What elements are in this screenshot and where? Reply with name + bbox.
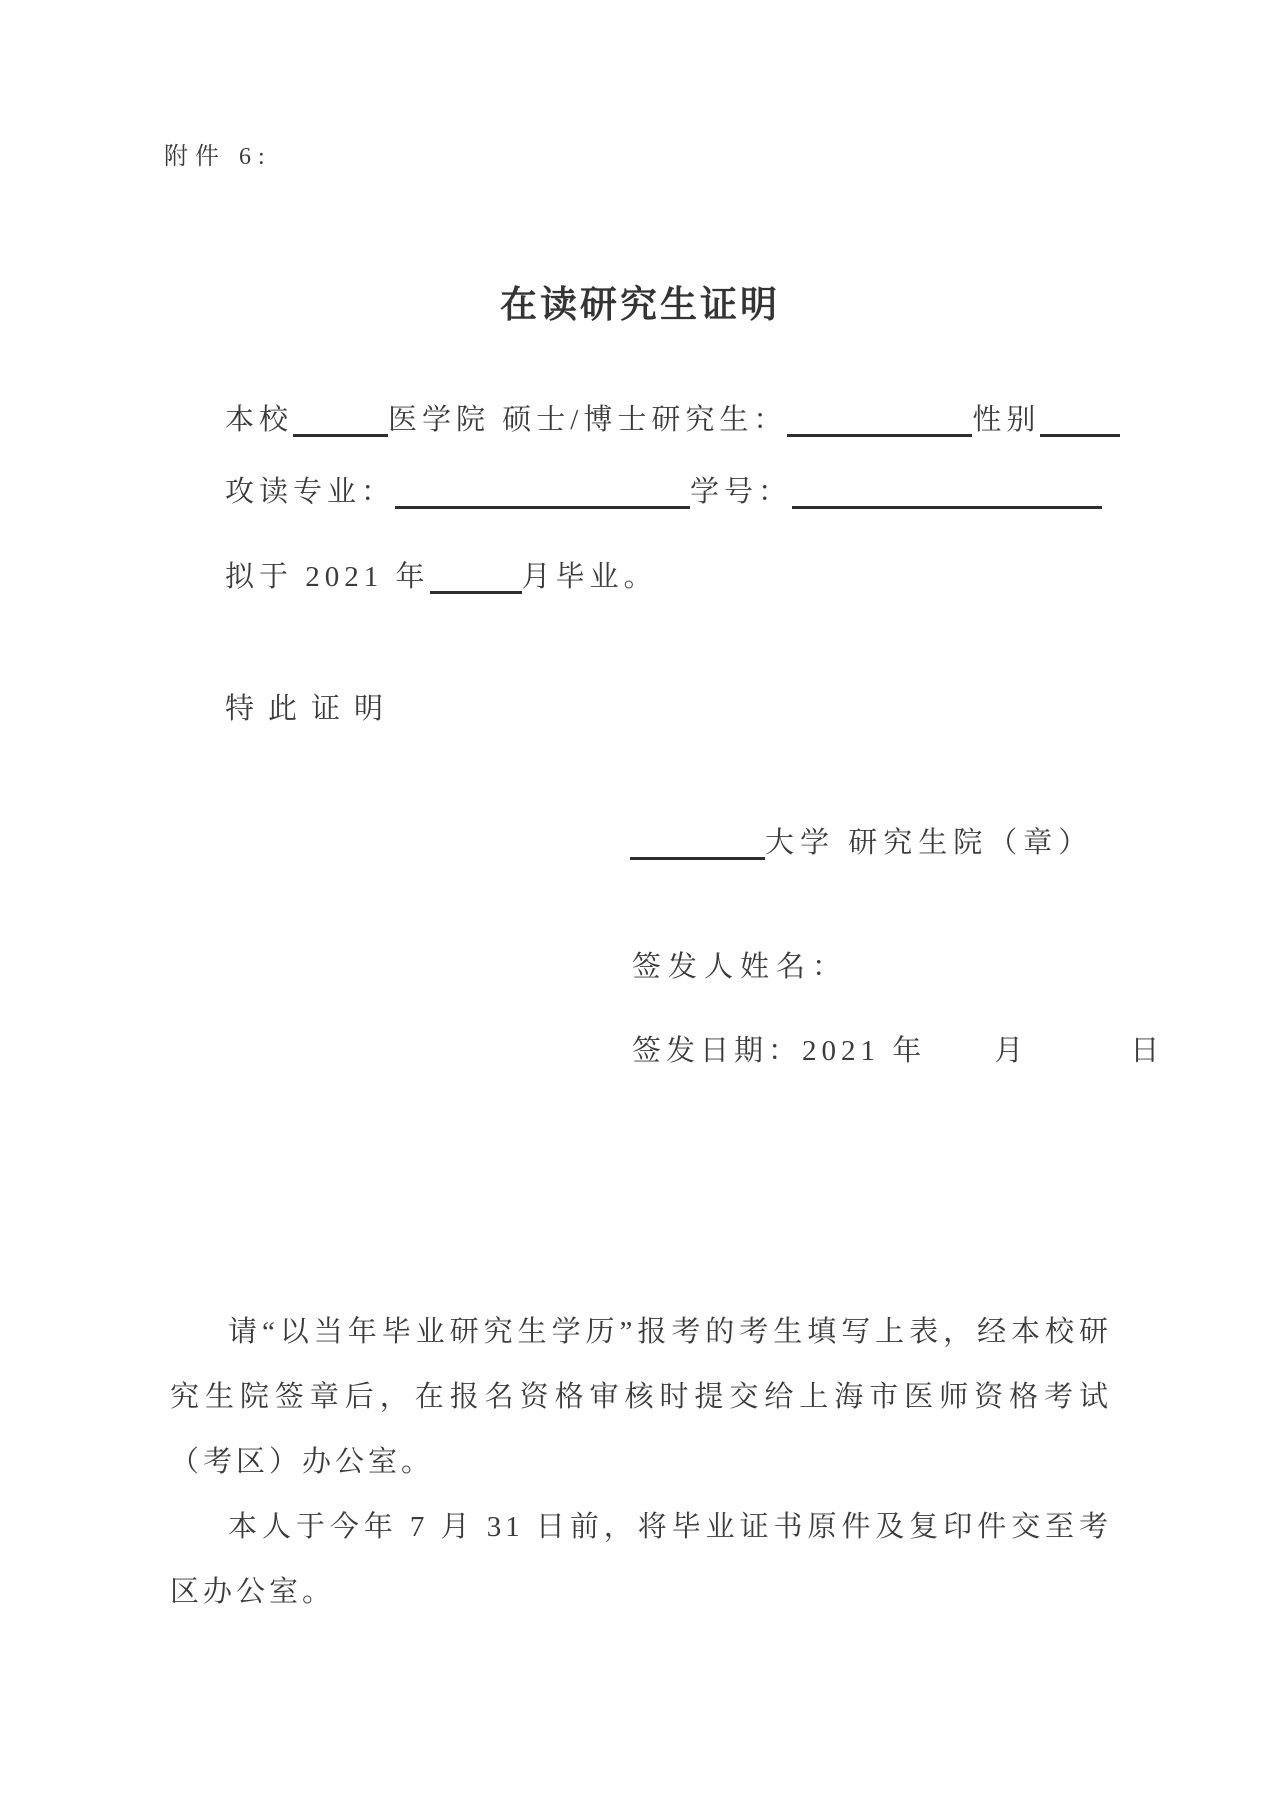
note-paragraph-2: 本人于今年 7 月 31 日前，将毕业证书原件及复印件交至考区办公室。 — [170, 1511, 1112, 1608]
notes-section — [170, 1300, 1112, 1625]
issuer-name-label: 签发人姓名： — [632, 951, 849, 983]
university-name-blank — [630, 827, 765, 860]
form-line-graduation — [225, 554, 658, 595]
certify-statement: 特此证明 — [225, 693, 398, 725]
document-title: 在读研究生证明 — [500, 285, 780, 326]
form-line-major — [225, 469, 1102, 510]
graduation-month-blank — [430, 561, 522, 594]
major-blank — [395, 476, 690, 509]
university-seal-line — [630, 820, 1093, 861]
school-name-blank — [293, 404, 388, 437]
seal-line-label: 大学 研究生院（章） — [765, 827, 1094, 859]
form-line-school — [225, 397, 1120, 438]
school-prefix-label: 本校 — [225, 404, 294, 436]
student-id-blank — [792, 476, 1102, 509]
graduation-suffix-label: 月毕业。 — [521, 561, 658, 593]
student-id-label: 学号： — [690, 476, 793, 508]
gender-blank — [1040, 404, 1120, 437]
gender-label: 性别 — [972, 404, 1041, 436]
note-paragraph-1: 请“以当年毕业研究生学历”报考的考生填写上表，经本校研究生院签章后，在报名资格审核时提交给上海市医师资格考试（考区）办公室。 — [170, 1316, 1112, 1478]
attachment-label: 附件 6: — [164, 144, 272, 170]
issue-date-line: 签发日期：2021 年 月 日 — [632, 1035, 1165, 1067]
student-name-blank — [787, 404, 972, 437]
major-label: 攻读专业： — [225, 476, 396, 508]
degree-label: 医学院 硕士/博士研究生： — [388, 404, 788, 436]
graduation-year-label: 拟于 2021 年 — [225, 561, 430, 593]
